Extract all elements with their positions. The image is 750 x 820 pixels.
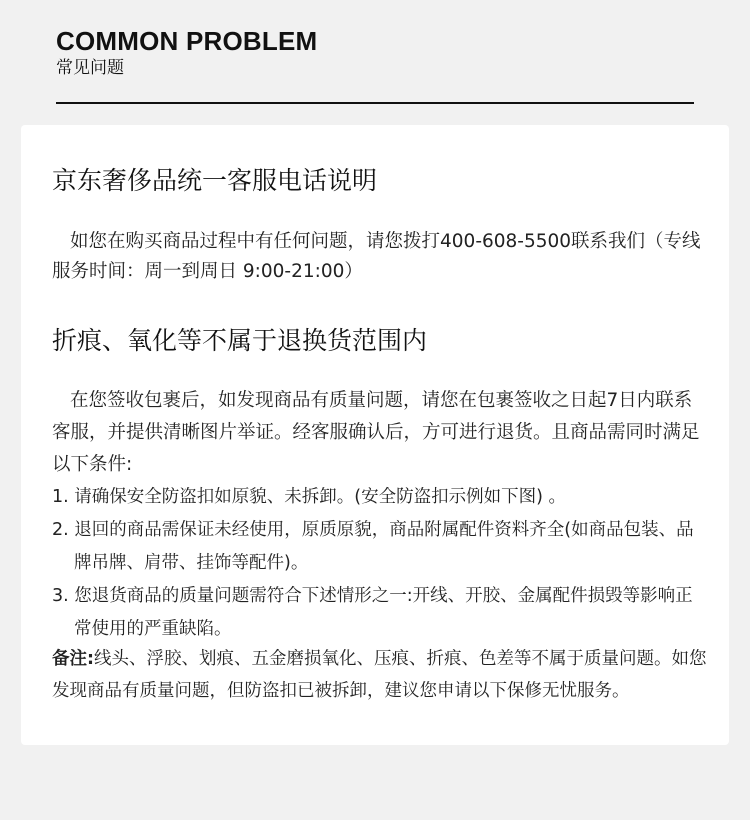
return-conditions-list [52, 481, 702, 646]
section-title-returns: 折痕、氧化等不属于退换货范围内 [52, 326, 428, 355]
condition-item: 1. 请确保安全防盗扣如原貌、未拆卸。(安全防盗扣示例如下图) 。 [52, 487, 566, 507]
header-title-cn: 常见问题 [56, 58, 124, 78]
condition-item: 3. 您退货商品的质量问题需符合下述情形之一:开线、开胶、金属配件损毁等影响正常使用的严重缺陷。 [52, 586, 693, 639]
faq-card [21, 125, 729, 745]
note-paragraph [52, 643, 712, 707]
section-title-hotline: 京东奢侈品统一客服电话说明 [52, 166, 378, 195]
returns-paragraph: 在您签收包裹后，如发现商品有质量问题，请您在包裹签收之日起7日内联系客服，并提供清晰图片举证。经客服确认后，方可进行退货。且商品需同时满足以下条件: [52, 390, 700, 475]
note-label: 备注: [52, 649, 94, 669]
hotline-paragraph: 如您在购买商品过程中有任何问题，请您拨打400-608-5500联系我们（专线服务时间：周一到周日 9:00-21:00） [52, 231, 701, 282]
page-header [56, 26, 694, 104]
condition-item: 2. 退回的商品需保证未经使用，原质原貌，商品附属配件资料齐全(如商品包装、品牌吊牌、肩带、挂饰等配件)。 [52, 520, 694, 573]
header-title-en: COMMON PROBLEM [56, 26, 318, 56]
note-text: 线头、浮胶、划痕、五金磨损氧化、压痕、折痕、色差等不属于质量问题。如您发现商品有质量问题，但防盗扣已被拆卸，建议您申请以下保修无忧服务。 [52, 649, 707, 701]
